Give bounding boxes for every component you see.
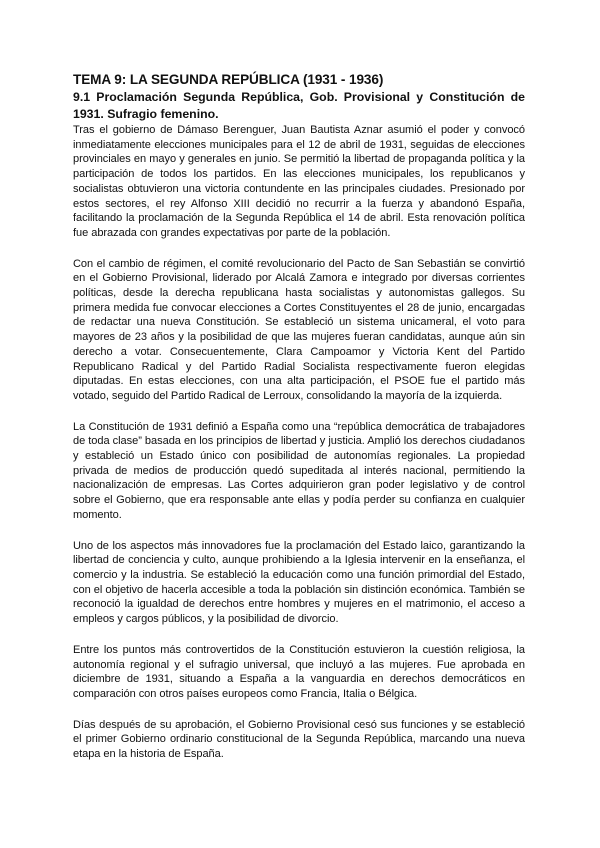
- document-page: [73, 70, 525, 778]
- section-heading: 9.1 Proclamación Segunda República, Gob. Provisional y Constitución de 1931. Sufragio femenino.: [73, 90, 525, 121]
- paragraph-elections: Tras el gobierno de Dámaso Berenguer, Juan Bautista Aznar asumió el poder y convocó inmediatamente elecciones municipales para el 12 de abril de 1931, seguidas de elecciones provinciales en mayo y generales en junio. Se permitió la libertad de propaganda política y la participación de todos los partidos. En las elecciones municipales, los republicanos y socialistas obtuvieron una victoria contundente en las principales ciudades. Presionado por estos sectores, el rey Alfonso XIII decidió no recurrir a la fuerza y abandonó España, facilitando la proclamación de la Segunda República el 14 de abril. Esta renovación política fue abrazada con grandes expectativas por parte de la población.: [73, 124, 525, 239]
- paragraph-constitution: La Constitución de 1931 definió a España como una “república democrática de trabajadores de toda clase” basada en los principios de libertad y justicia. Amplió los derechos ciudadanos y estableció un Estado único con posibilidad de autonomías regionales. La propiedad privada de medios de producción quedó supeditada al interés nacional, permitiendo la nacionalización de empresas. Las Cortes adquirieron gran poder legislativo y de control sobre el Gobierno, que era responsable ante ellas y podía perder su confianza en cualquier momento.: [73, 420, 525, 521]
- paragraph-ordinary-government: Días después de su aprobación, el Gobierno Provisional cesó sus funciones y se estableció el primer Gobierno ordinario constitucional de la Segunda República, marcando una nueva etapa en la historia de España.: [73, 718, 525, 761]
- document-title: TEMA 9: LA SEGUNDA REPÚBLICA (1931 - 1936): [73, 72, 384, 87]
- paragraph-secular-state: Uno de los aspectos más innovadores fue la proclamación del Estado laico, garantizando la libertad de conciencia y culto, aunque prohibiendo a la Iglesia intervenir en la enseñanza, el comercio y la industria. Se estableció la educación como una función primordial del Estado, con el objetivo de hacerla accesible a toda la población sin distinción económica. También se reconoció la igualdad de derechos entre hombres y mujeres en el matrimonio, el acceso a empleos y cargos públicos, y la posibilidad de divorcio.: [73, 539, 525, 626]
- paragraph-controversies: Entre los puntos más controvertidos de la Constitución estuvieron la cuestión religiosa, la autonomía regional y el sufragio universal, que incluyó a las mujeres. Fue aprobada en diciembre de 1931, situando a España a la vanguardia en derechos democráticos en comparación con otros países europeos como Francia, Italia o Bélgica.: [73, 643, 525, 700]
- paragraph-provisional-government: Con el cambio de régimen, el comité revolucionario del Pacto de San Sebastián se convirtió en el Gobierno Provisional, liderado por Alcalá Zamora e integrado por diversas corrientes políticas, desde la derecha republicana hasta socialistas y autonomistas gallegos. Su primera medida fue convocar elecciones a Cortes Constituyentes el 28 de junio, encargadas de redactar una nueva Constitución. Se estableció un sistema unicameral, el voto para mayores de 23 años y la posibilidad de que las mujeres fueran candidatas, aunque aún sin derecho a votar. Consecuentemente, Clara Campoamor y Victoria Kent del Partido Republicano Radical y del Partido Radial Socialista respectivamente fueron elegidas diputadas. En estas elecciones, con una alta participación, el PSOE fue el partido más votado, seguido del Partido Radical de Lerroux, consolidando la mayoría de la izquierda.: [73, 257, 525, 402]
